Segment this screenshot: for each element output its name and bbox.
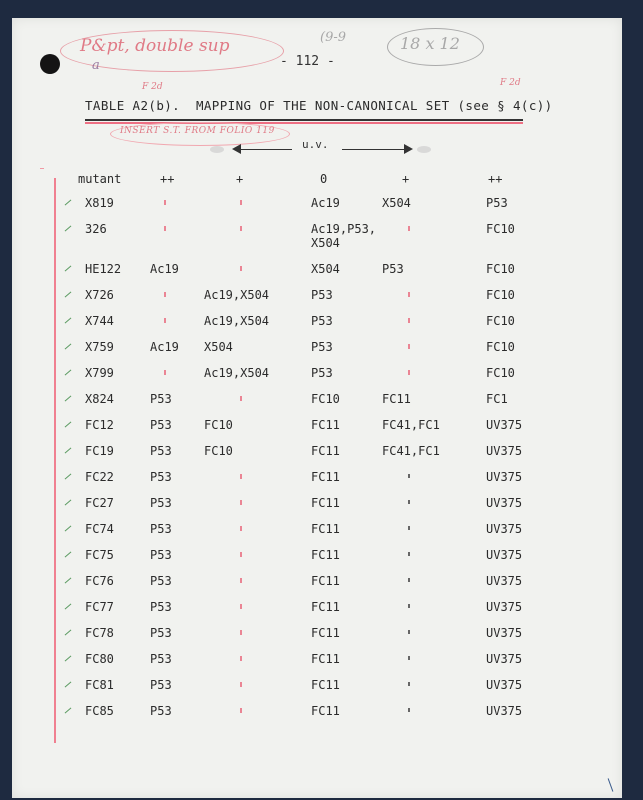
cell-pp-right: UV375 xyxy=(486,470,523,484)
cell-pp-right: FC10 xyxy=(486,340,515,354)
cell-pp-left: Ac19 xyxy=(150,340,179,354)
cell-mutant: X824 xyxy=(85,392,114,406)
cell-mutant: X799 xyxy=(85,366,114,380)
blank-tick-mark xyxy=(408,630,410,634)
cell-pp-right: UV375 xyxy=(486,704,523,718)
cell-zero: FC11 xyxy=(311,678,340,692)
cell-zero: FC11 xyxy=(311,444,340,458)
check-mark xyxy=(65,266,72,272)
cell-mutant: FC12 xyxy=(85,418,114,432)
cell-pp-left: Ac19 xyxy=(150,262,179,276)
cell-zero: FC11 xyxy=(311,626,340,640)
check-mark xyxy=(65,474,72,480)
cell-p-left: X504 xyxy=(204,340,233,354)
cell-p-right: FC41,FC1 xyxy=(382,444,440,458)
cell-pp-left: P53 xyxy=(150,444,172,458)
blank-tick-mark xyxy=(408,500,410,504)
uv-arrow-line-right xyxy=(342,149,404,150)
gray-pencil-note: (9-9 xyxy=(320,30,347,45)
header-pp-right: ++ xyxy=(488,172,503,186)
smudge-left xyxy=(210,146,224,153)
document-page xyxy=(12,18,622,798)
cell-p-right: P53 xyxy=(382,262,404,276)
page-number: - 112 - xyxy=(280,54,335,69)
cell-zero: FC11 xyxy=(311,574,340,588)
check-mark xyxy=(65,396,72,402)
blank-tick-mark xyxy=(240,682,242,687)
blank-tick-mark xyxy=(164,200,166,205)
uv-arrow-line-left xyxy=(240,149,292,150)
blank-tick-mark xyxy=(408,656,410,660)
cell-mutant: FC80 xyxy=(85,652,114,666)
cell-pp-right: FC1 xyxy=(486,392,508,406)
cell-zero: FC11 xyxy=(311,600,340,614)
check-mark xyxy=(65,552,72,558)
cell-p-left: Ac19,X504 xyxy=(204,288,270,302)
blank-tick-mark xyxy=(164,226,166,231)
cell-pp-left: P53 xyxy=(150,548,172,562)
blank-tick-mark xyxy=(408,474,410,478)
cell-pp-left: P53 xyxy=(150,574,172,588)
cell-mutant: FC78 xyxy=(85,626,114,640)
section-superscript: F 2d xyxy=(500,78,521,88)
check-mark xyxy=(65,318,72,324)
cell-pp-right: P53 xyxy=(486,196,508,210)
margin-red-line xyxy=(54,178,56,743)
cell-pp-left: P53 xyxy=(150,652,172,666)
blank-tick-mark xyxy=(408,526,410,530)
cell-zero: P53 xyxy=(311,314,333,328)
blank-tick-mark xyxy=(408,226,410,231)
cell-pp-left: P53 xyxy=(150,522,172,536)
cell-zero: FC11 xyxy=(311,548,340,562)
size-note: 18 x 12 xyxy=(400,34,460,53)
corner-mark xyxy=(608,778,614,791)
blank-tick-mark xyxy=(240,474,242,479)
cell-mutant: FC27 xyxy=(85,496,114,510)
blank-tick-mark xyxy=(240,526,242,531)
check-mark xyxy=(65,500,72,506)
cell-zero: FC11 xyxy=(311,704,340,718)
check-mark xyxy=(65,370,72,376)
blank-tick-mark xyxy=(408,604,410,608)
blank-tick-mark xyxy=(240,708,242,713)
cell-pp-right: FC10 xyxy=(486,366,515,380)
check-mark xyxy=(65,226,72,232)
cell-zero: P53 xyxy=(311,288,333,302)
cell-mutant: X744 xyxy=(85,314,114,328)
blank-tick-mark xyxy=(408,682,410,686)
cell-zero: P53 xyxy=(311,340,333,354)
blank-tick-mark xyxy=(164,318,166,323)
uv-arrow-right xyxy=(404,144,413,154)
cell-mutant: FC75 xyxy=(85,548,114,562)
cell-mutant: X819 xyxy=(85,196,114,210)
cell-p-right: X504 xyxy=(382,196,411,210)
title-underline xyxy=(85,119,523,121)
cell-pp-right: UV375 xyxy=(486,444,523,458)
cell-p-right: FC41,FC1 xyxy=(382,418,440,432)
cell-mutant: FC76 xyxy=(85,574,114,588)
table-title: TABLE A2(b). MAPPING OF THE NON-CANONICAL SET (see § 4(c)) xyxy=(85,98,553,113)
cell-zero: FC10 xyxy=(311,392,340,406)
pencil-note-top-left: P&pt, double sup xyxy=(80,36,230,56)
cell-mutant: HE122 xyxy=(85,262,122,276)
cell-pp-left: P53 xyxy=(150,392,172,406)
cell-zero: X504 xyxy=(311,262,340,276)
smudge-right xyxy=(417,146,431,153)
cell-pp-right: UV375 xyxy=(486,548,523,562)
blank-tick-mark xyxy=(408,578,410,582)
check-mark xyxy=(65,630,72,636)
pink-mark xyxy=(40,168,44,169)
cell-pp-right: UV375 xyxy=(486,652,523,666)
blank-tick-mark xyxy=(240,266,242,271)
blank-tick-mark xyxy=(408,318,410,323)
blank-tick-mark xyxy=(408,708,410,712)
blank-tick-mark xyxy=(164,370,166,375)
cell-mutant: FC85 xyxy=(85,704,114,718)
cell-zero: FC11 xyxy=(311,496,340,510)
check-mark xyxy=(65,292,72,298)
cell-p-left: Ac19,X504 xyxy=(204,366,270,380)
cell-pp-right: FC10 xyxy=(486,288,515,302)
cell-pp-left: P53 xyxy=(150,496,172,510)
cell-pp-right: FC10 xyxy=(486,222,515,236)
header-mutant: mutant xyxy=(78,172,122,186)
cell-zero: P53 xyxy=(311,366,333,380)
cell-pp-right: UV375 xyxy=(486,600,523,614)
punch-hole xyxy=(40,54,60,74)
header-pp-left: ++ xyxy=(160,172,175,186)
blank-tick-mark xyxy=(240,396,242,401)
cell-pp-right: FC10 xyxy=(486,262,515,276)
header-p-left: + xyxy=(236,172,244,186)
cell-pp-left: P53 xyxy=(150,470,172,484)
cell-mutant: FC77 xyxy=(85,600,114,614)
blank-tick-mark xyxy=(240,656,242,661)
cell-mutant: 326 xyxy=(85,222,107,236)
cell-mutant: FC22 xyxy=(85,470,114,484)
blank-tick-mark xyxy=(240,630,242,635)
cell-p-left: FC10 xyxy=(204,418,233,432)
check-mark xyxy=(65,200,72,206)
blank-tick-mark xyxy=(408,552,410,556)
check-mark xyxy=(65,344,72,350)
blank-tick-mark xyxy=(240,226,242,231)
cell-pp-right: UV375 xyxy=(486,626,523,640)
cell-p-right: FC11 xyxy=(382,392,411,406)
blank-tick-mark xyxy=(164,292,166,297)
cell-pp-right: UV375 xyxy=(486,574,523,588)
cell-mutant: FC19 xyxy=(85,444,114,458)
cell-pp-left: P53 xyxy=(150,678,172,692)
title-superscript: F 2d xyxy=(142,82,163,92)
check-mark xyxy=(65,604,72,610)
insert-note: INSERT S.T. FROM FOLIO 119 xyxy=(120,126,275,136)
uv-label: u.v. xyxy=(302,138,329,151)
cell-pp-left: P53 xyxy=(150,600,172,614)
cell-zero: Ac19,P53, xyxy=(311,222,377,236)
pencil-letter: a xyxy=(92,58,100,73)
cell-pp-left: P53 xyxy=(150,626,172,640)
check-mark xyxy=(65,682,72,688)
cell-pp-right: UV375 xyxy=(486,678,523,692)
cell-p-left: FC10 xyxy=(204,444,233,458)
blank-tick-mark xyxy=(408,370,410,375)
cell-zero-continuation: X504 xyxy=(311,236,340,250)
cell-mutant: FC81 xyxy=(85,678,114,692)
blank-tick-mark xyxy=(240,604,242,609)
cell-mutant: X726 xyxy=(85,288,114,302)
blank-tick-mark xyxy=(240,552,242,557)
cell-pp-right: FC10 xyxy=(486,314,515,328)
cell-mutant: X759 xyxy=(85,340,114,354)
check-mark xyxy=(65,708,72,714)
cell-pp-left: P53 xyxy=(150,704,172,718)
check-mark xyxy=(65,656,72,662)
cell-zero: Ac19 xyxy=(311,196,340,210)
header-zero: 0 xyxy=(320,172,328,186)
blank-tick-mark xyxy=(408,292,410,297)
blank-tick-mark xyxy=(240,578,242,583)
blank-tick-mark xyxy=(408,344,410,349)
check-mark xyxy=(65,526,72,532)
cell-pp-left: P53 xyxy=(150,418,172,432)
cell-zero: FC11 xyxy=(311,470,340,484)
blank-tick-mark xyxy=(240,200,242,205)
check-mark xyxy=(65,448,72,454)
check-mark xyxy=(65,578,72,584)
cell-pp-right: UV375 xyxy=(486,522,523,536)
check-mark xyxy=(65,422,72,428)
cell-zero: FC11 xyxy=(311,418,340,432)
header-p-right: + xyxy=(402,172,410,186)
cell-p-left: Ac19,X504 xyxy=(204,314,270,328)
blank-tick-mark xyxy=(240,500,242,505)
cell-pp-right: UV375 xyxy=(486,496,523,510)
cell-zero: FC11 xyxy=(311,652,340,666)
cell-pp-right: UV375 xyxy=(486,418,523,432)
cell-mutant: FC74 xyxy=(85,522,114,536)
cell-zero: FC11 xyxy=(311,522,340,536)
